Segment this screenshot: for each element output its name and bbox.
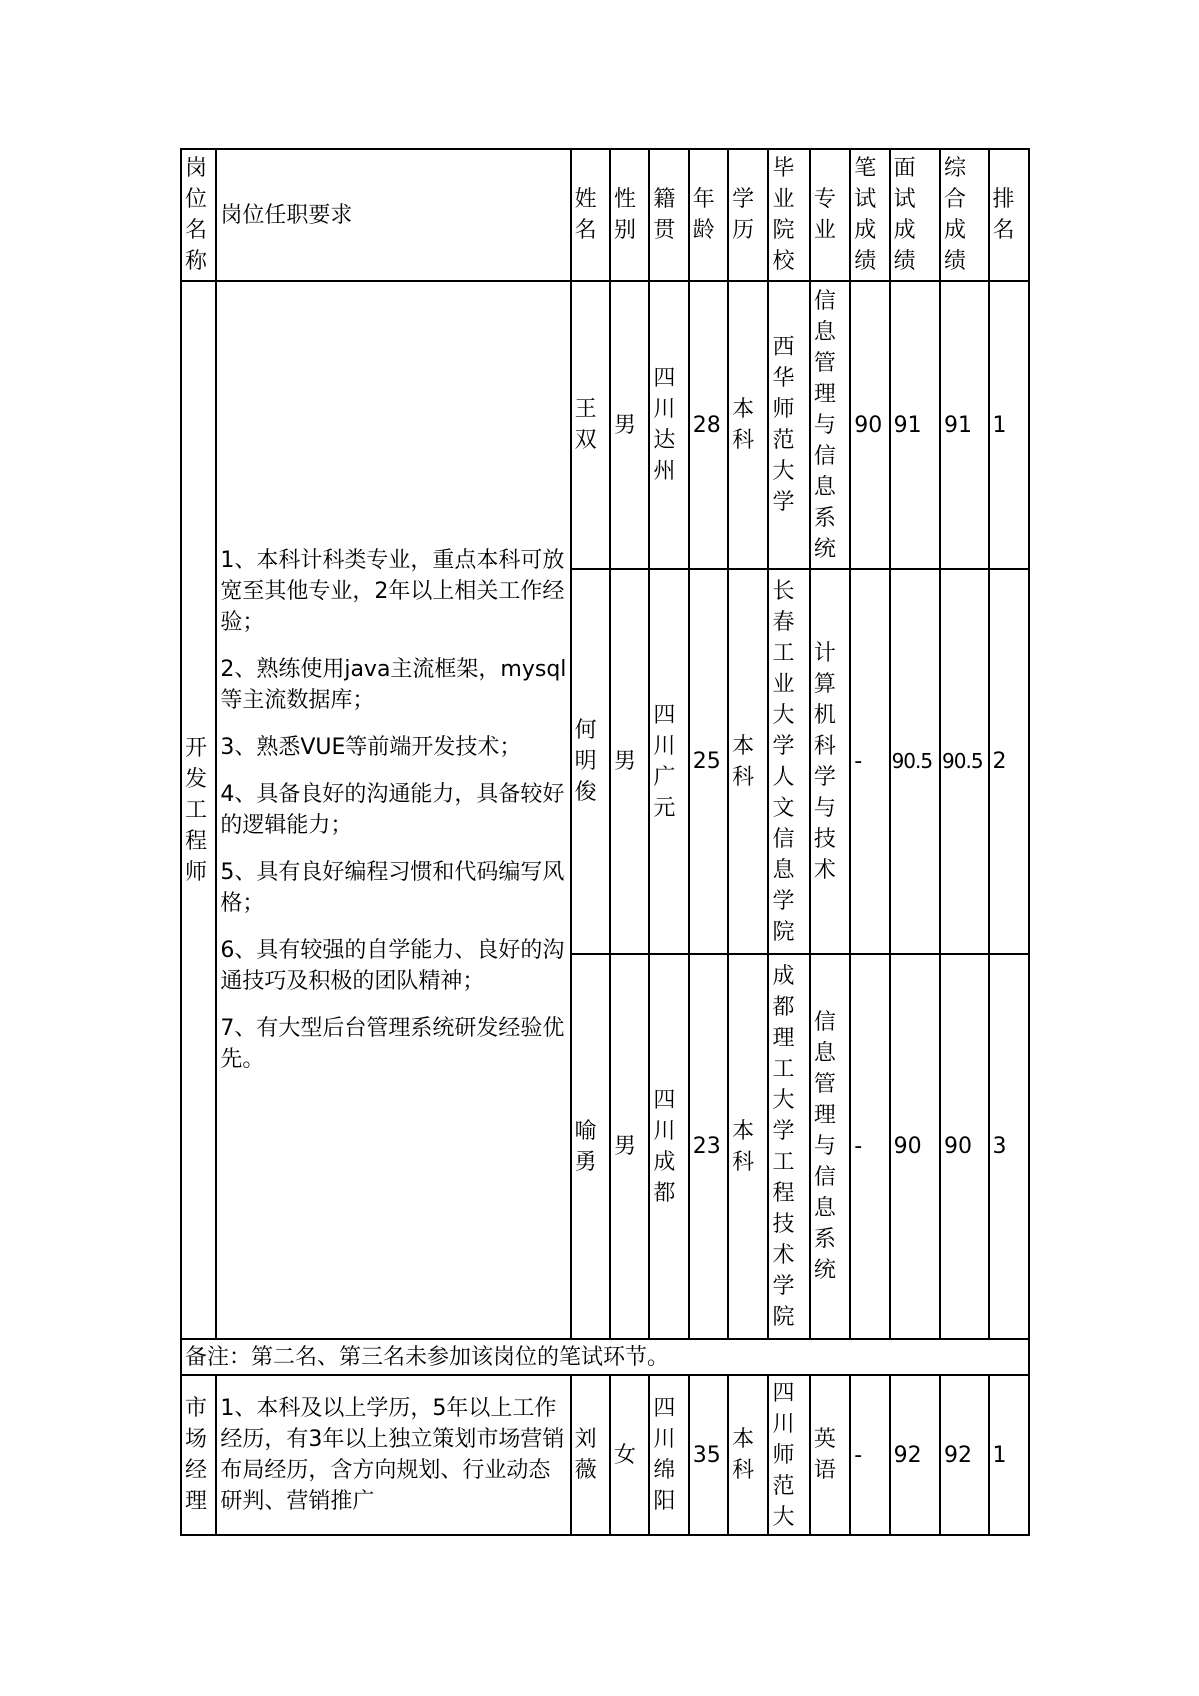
- header-native-place: 籍贯: [649, 149, 688, 281]
- header-major: 专业: [810, 149, 850, 281]
- requirement-item: 6、具有较强的自学能力、良好的沟通技巧及积极的团队精神；: [220, 938, 565, 994]
- candidate-rank: 1: [989, 1375, 1030, 1535]
- candidate-total-score: 90.5: [940, 569, 988, 954]
- requirement-item: 1、本科及以上学历，5年以上工作经历，有3年以上独立策划市场营销布局经历，含方向规划、行业动态研判、营销推广: [220, 1396, 565, 1514]
- candidate-interview-score: 90: [890, 954, 940, 1339]
- candidate-rank: 2: [989, 569, 1030, 954]
- candidate-gender: 男: [610, 569, 649, 954]
- candidate-rank: 1: [989, 281, 1030, 569]
- header-rank: 排名: [989, 149, 1030, 281]
- candidate-name: 何明俊: [571, 569, 610, 954]
- candidate-total-score: 91: [940, 281, 988, 569]
- post-name-market-manager: 市场经理: [181, 1375, 216, 1535]
- header-school: 毕业院校: [768, 149, 809, 281]
- candidate-written-score: 90: [850, 281, 889, 569]
- header-post-name: 岗位名称: [181, 149, 216, 281]
- candidate-native-place: 四川广元: [649, 569, 688, 954]
- header-requirements: 岗位任职要求: [216, 149, 570, 281]
- requirement-item: 5、具有良好编程习惯和代码编写风格；: [220, 860, 565, 916]
- candidate-major: 信息管理与信息系统: [810, 281, 850, 569]
- table-row: [181, 281, 1029, 569]
- candidate-age: 35: [689, 1375, 728, 1535]
- candidate-native-place: 四川达州: [649, 281, 688, 569]
- candidate-education: 本科: [728, 954, 768, 1339]
- requirement-item: 1、本科计科类专业，重点本科可放宽至其他专业，2年以上相关工作经验；: [220, 548, 565, 635]
- candidate-written-score: -: [850, 954, 889, 1339]
- requirement-item: 7、有大型后台管理系统研发经验优先。: [220, 1016, 565, 1072]
- candidate-name: 王双: [571, 281, 610, 569]
- header-education: 学历: [728, 149, 768, 281]
- requirement-item: 3、熟悉VUE等前端开发技术；: [220, 735, 522, 760]
- candidate-age: 25: [689, 569, 728, 954]
- candidate-school: 西华师范大学: [768, 281, 809, 569]
- header-written-score: 笔试成绩: [850, 149, 889, 281]
- candidate-school: 四川师范大: [768, 1375, 809, 1535]
- header-total-score: 综合成绩: [940, 149, 988, 281]
- requirement-item: 4、具备良好的沟通能力，具备较好的逻辑能力；: [220, 782, 565, 838]
- header-interview-score: 面试成绩: [890, 149, 940, 281]
- note-text: 备注：第二名、第三名未参加该岗位的笔试环节。: [181, 1339, 1029, 1375]
- candidate-written-score: -: [850, 569, 889, 954]
- post-name-developer: 开发工程师: [181, 281, 216, 1339]
- candidate-education: 本科: [728, 281, 768, 569]
- requirement-item: 2、熟练使用java主流框架，mysql等主流数据库；: [220, 657, 567, 713]
- candidate-name: 刘薇: [571, 1375, 610, 1535]
- candidate-name: 喻勇: [571, 954, 610, 1339]
- candidate-education: 本科: [728, 569, 768, 954]
- candidate-major: 计算机科学与技术: [810, 569, 850, 954]
- header-row: [181, 149, 1029, 281]
- candidate-age: 23: [689, 954, 728, 1339]
- candidate-gender: 男: [610, 281, 649, 569]
- requirements-market-manager: [216, 1375, 570, 1535]
- candidate-interview-score: 92: [890, 1375, 940, 1535]
- candidate-written-score: -: [850, 1375, 889, 1535]
- candidate-major: 信息管理与信息系统: [810, 954, 850, 1339]
- candidate-rank: 3: [989, 954, 1030, 1339]
- note-row: [181, 1339, 1029, 1375]
- candidate-total-score: 90: [940, 954, 988, 1339]
- header-name: 姓名: [571, 149, 610, 281]
- candidate-interview-score: 90.5: [890, 569, 940, 954]
- candidate-education: 本科: [728, 1375, 768, 1535]
- table-row: [181, 1375, 1029, 1535]
- candidate-school: 长春工业大学人文信息学院: [768, 569, 809, 954]
- header-gender: 性别: [610, 149, 649, 281]
- candidate-native-place: 四川成都: [649, 954, 688, 1339]
- candidate-gender: 男: [610, 954, 649, 1339]
- requirements-developer: [216, 281, 570, 1339]
- candidate-results-table: [180, 148, 1030, 1536]
- candidate-total-score: 92: [940, 1375, 988, 1535]
- candidate-school: 成都理工大学工程技术学院: [768, 954, 809, 1339]
- candidate-major: 英语: [810, 1375, 850, 1535]
- candidate-age: 28: [689, 281, 728, 569]
- header-age: 年龄: [689, 149, 728, 281]
- candidate-interview-score: 91: [890, 281, 940, 569]
- candidate-gender: 女: [610, 1375, 649, 1535]
- candidate-native-place: 四川绵阳: [649, 1375, 688, 1535]
